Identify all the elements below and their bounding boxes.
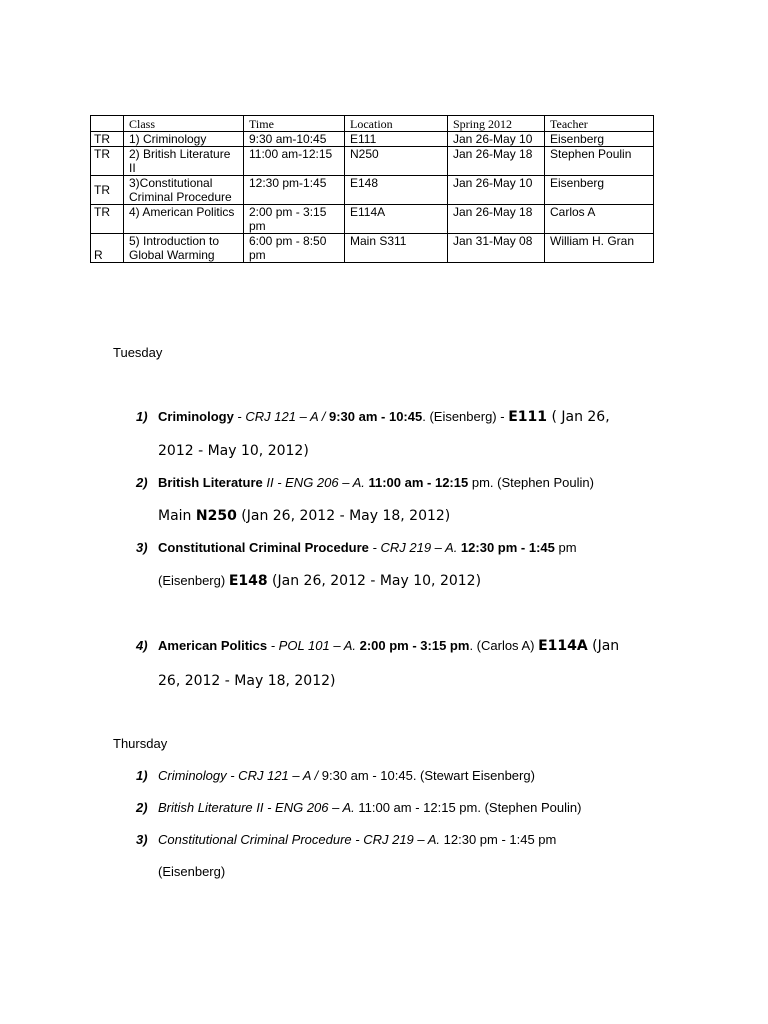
course-name: American Politics [158,638,268,653]
table-cell-dates: Jan 26-May 10 [448,176,545,205]
table-cell-location: Main S311 [345,234,448,263]
table-cell-location: E111 [345,132,448,147]
table-cell-time: 9:30 am-10:45 [244,132,345,147]
table-header-cell: Teacher [545,116,654,132]
table-header-row [91,116,654,132]
table-cell-class: 5) Introduction to Global Warming [124,234,244,263]
table-cell-time: 11:00 am-12:15 [244,147,345,176]
tuesday-item-1-dates: 2012 - May 10, 2012) [158,443,309,459]
table-header-cell [91,116,124,132]
table-cell-days: TR [91,205,124,234]
course-room: N250 [195,508,237,524]
table-cell-dates: Jan 31-May 08 [448,234,545,263]
table-row [91,176,654,205]
room-prefix: Main [158,508,196,524]
schedule-table [90,115,654,263]
table-cell-dates: Jan 26-May 18 [448,147,545,176]
course-dates: (Jan 26, 2012 - May 10, 2012) [267,573,482,589]
table-cell-dates: Jan 26-May 10 [448,132,545,147]
course-name: British Literature [158,475,263,490]
thursday-item-3-teacher: (Eisenberg) [158,864,226,879]
course-code: - POL 101 – A. [267,638,356,653]
table-cell-teacher: Carlos A [545,205,654,234]
thursday-heading: Thursday [113,736,168,751]
course-teacher: . (Carlos A) [469,638,539,653]
course-details: 9:30 am - 10:45. (Stewart Eisenberg) [318,768,535,783]
list-number: 3) [136,540,148,555]
thursday-item-2 [136,800,581,815]
course-dates: ( Jan 26, [547,409,610,425]
table-header-cell: Location [345,116,448,132]
table-cell-days: R [91,234,124,263]
table-cell-days: TR [91,147,124,176]
course-code: II - ENG 206 – A. [262,475,365,490]
list-number: 1) [136,409,148,424]
course-time: 11:00 am - 12:15 [364,475,469,490]
course-time: 9:30 am - 10:45 [325,409,423,424]
list-number: 2) [136,475,148,490]
table-header-cell: Class [124,116,244,132]
table-cell-dates: Jan 26-May 18 [448,205,545,234]
course-teacher: . (Eisenberg) - [422,409,509,424]
table-cell-location: N250 [345,147,448,176]
thursday-item-1 [136,768,535,783]
tuesday-item-2-room [158,508,450,524]
table-cell-teacher: Stephen Poulin [545,147,654,176]
table-row [91,234,654,263]
table-cell-location: E114A [345,205,448,234]
table-cell-class: 4) American Politics [124,205,244,234]
thursday-item-3 [136,832,556,847]
course-code: - CRJ 219 – A. [368,540,458,555]
course-code: CRJ 121 – A / [245,409,326,424]
list-number: 3) [136,832,148,847]
table-row [91,147,654,176]
course-name: Criminology [158,409,234,424]
tuesday-item-4-dates: 26, 2012 - May 18, 2012) [158,673,336,689]
table-row [91,132,654,147]
course-teacher: pm. (Stephen Poulin) [468,475,594,490]
table-cell-teacher: Eisenberg [545,132,654,147]
course-dates: (Jan [587,638,620,654]
table-cell-location: E148 [345,176,448,205]
table-cell-teacher: Eisenberg [545,176,654,205]
tuesday-item-3 [136,540,577,555]
course-room: E114A [538,638,588,654]
table-cell-teacher: William H. Gran [545,234,654,263]
tuesday-item-1 [136,409,610,425]
course-title: Criminology - CRJ 121 – A / [158,768,319,783]
table-cell-class: 2) British Literature II [124,147,244,176]
course-details: 11:00 am - 12:15 pm. (Stephen Poulin) [354,800,582,815]
time-suffix: pm [554,540,577,555]
tuesday-heading: Tuesday [113,345,163,360]
course-title: British Literature II - ENG 206 – A. [158,800,355,815]
table-cell-days: TR [91,132,124,147]
table-cell-time: 6:00 pm - 8:50 pm [244,234,345,263]
course-time: 2:00 pm - 3:15 pm [356,638,470,653]
course-time: 12:30 pm - 1:45 [457,540,555,555]
table-header-cell: Time [244,116,345,132]
course-title: Constitutional Criminal Procedure - CRJ 219 – A. [158,832,441,847]
course-teacher: (Eisenberg) [158,573,229,588]
course-room: E111 [508,409,547,425]
table-cell-time: 2:00 pm - 3:15 pm [244,205,345,234]
tuesday-item-2 [136,475,594,490]
list-number: 2) [136,800,148,815]
table-cell-time: 12:30 pm-1:45 [244,176,345,205]
list-number: 1) [136,768,148,783]
course-details: 12:30 pm - 1:45 pm [440,832,557,847]
course-dates: (Jan 26, 2012 - May 18, 2012) [236,508,451,524]
table-cell-days: TR [91,176,124,205]
separator: - [233,409,246,424]
table-row [91,205,654,234]
table-cell-class: 1) Criminology [124,132,244,147]
tuesday-item-4 [136,638,619,654]
course-room: E148 [228,573,268,589]
table-cell-class: 3)Constitutional Criminal Procedure [124,176,244,205]
table-header-cell: Spring 2012 [448,116,545,132]
course-name: Constitutional Criminal Procedure [158,540,369,555]
tuesday-item-3-room [158,573,481,589]
list-number: 4) [136,638,148,653]
